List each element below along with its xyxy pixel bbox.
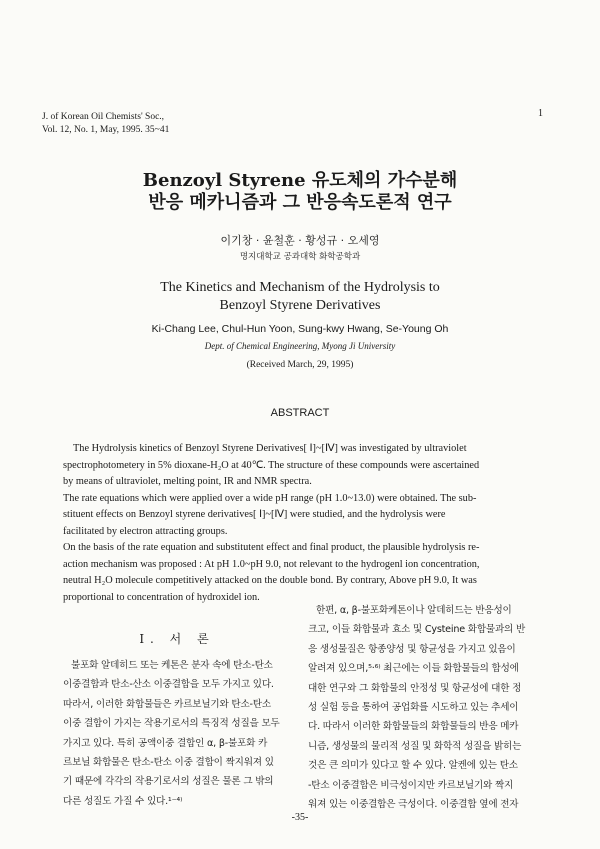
abstract-line: by means of ultraviolet, melting point, IR and NMR spectra. — [63, 476, 312, 487]
body-line: 르보닐 화합물은 탄소-탄소 이중 결합이 짝지워져 있 — [63, 757, 274, 769]
body-line: 니즘, 생성물의 물리적 성질 및 화학적 성질을 밝히는 — [308, 740, 522, 752]
english-affiliation: Dept. of Chemical Engineering, Myong Ji University — [204, 341, 396, 351]
abstract-heading: ABSTRACT — [270, 407, 330, 419]
english-authors: Ki-Chang Lee, Chul-Hun Yoon, Sung-kwy Hwang, Se-Young Oh — [151, 323, 449, 335]
korean-authors: 이기창 · 윤철훈 · 황성규 · 오세영 — [220, 234, 380, 247]
body-line: 불포화 알데히드 또는 케톤은 분자 속에 탄소-탄소 — [71, 660, 273, 671]
page-number-top: 1 — [538, 108, 543, 119]
body-line: 워져 있는 이중결합은 극성이다. 이중결합 옆에 전자 — [308, 799, 519, 811]
abstract-line: spectrophotometery in 5% dioxane-H₂O at 40℃. The structure of these compounds were ascertained — [63, 459, 480, 471]
abstract-line: The Hydrolysis kinetics of Benzoyl Styrene Derivatives[ Ⅰ]~[Ⅳ] was investigated by ultraviolet — [73, 443, 467, 454]
abstract-line: action mechanism was proposed : At pH 1.0~pH 9.0, not relevant to the hydrogenl ion concentration, — [63, 558, 480, 570]
abstract-body — [63, 441, 543, 606]
left-column-body — [63, 656, 291, 811]
english-title-line1: The Kinetics and Mechanism of the Hydrolysis to — [160, 280, 440, 295]
body-line: 대한 연구와 그 화합물의 안정성 및 항균성에 대한 정 — [308, 682, 522, 694]
section-heading-introduction: Ⅰ. 서 론 — [139, 632, 215, 646]
received-date: (Received March, 29, 1995) — [246, 360, 354, 370]
abstract-line: neutral H₂O molecule competitively attacked on the double bond. By contrary, Above pH 9.0, It was — [63, 575, 477, 586]
body-line: 다른 성질도 가질 수 있다.¹⁻⁴⁾ — [63, 795, 183, 807]
body-line: 성 실험 등을 통하여 공업화를 시도하고 있는 추세이 — [308, 702, 519, 714]
body-line: 이중 결합이 가지는 작용기로서의 특징적 성질을 모두 — [63, 718, 280, 730]
body-line: 따라서, 이러한 화합물들은 카르보닐기와 탄소-탄소 — [63, 698, 271, 710]
journal-citation — [42, 111, 169, 137]
abstract-line: facilitated by electron attracting groups. — [63, 525, 228, 537]
body-line: 응 생성물질은 항종양성 및 항균성을 가지고 있음이 — [308, 643, 516, 655]
body-line: 한편, α, β-불포화케톤이나 알데히드는 반응성이 — [316, 605, 512, 616]
right-column-body — [308, 601, 540, 814]
abstract-line: stituent effects on Benzoyl styrene derivatives[ Ⅰ]~[Ⅳ] were studied, and the hydrolysis were — [63, 509, 446, 520]
journal-citation-line2: Vol. 12, No. 1, May, 1995. 35~41 — [42, 125, 170, 135]
body-line: 크고, 이들 화합물과 효소 및 Cysteine 화합물과의 반 — [308, 624, 526, 636]
body-line: 기 때문에 각각의 작용기로서의 성질은 물론 그 밖의 — [63, 776, 274, 788]
body-line: -탄소 이중결합은 비극성이지만 카르보닐기와 짝지 — [308, 779, 514, 791]
body-line: 가지고 있다. 특히 공액이중 결합인 α, β-불포화 카 — [63, 737, 268, 749]
journal-citation-line1: J. of Korean Oil Chemists' Soc., — [42, 112, 165, 122]
abstract-line: proportional to concentration of hydroxidel ion. — [63, 591, 260, 603]
body-line: 이중결합과 탄소-산소 이중결합을 모두 가지고 있다. — [63, 679, 274, 691]
korean-affiliation: 명지대학교 공과대학 화학공학과 — [239, 252, 361, 262]
abstract-line: On the basis of the rate equation and substitutent effect and final product, the plausible hydrolysis re- — [63, 542, 480, 553]
body-line: 것은 큰 의미가 있다고 할 수 있다. 알켄에 있는 탄소 — [308, 760, 518, 772]
body-line: 알려져 있으며,⁵·⁶⁾ 최근에는 이들 화합물들의 합성에 — [308, 663, 519, 675]
english-title — [0, 279, 600, 315]
korean-title — [0, 170, 600, 214]
english-title-line2: Benzoyl Styrene Derivatives — [219, 298, 381, 313]
body-line: 다. 따라서 이러한 화합물들의 화합물들의 반응 메카 — [308, 721, 519, 733]
page-number-footer: -35- — [291, 812, 309, 823]
korean-title-line1: Benzoyl Styrene 유도체의 가수분해 — [142, 170, 458, 191]
abstract-line: The rate equations which were applied over a wide pH range (pH 1.0~13.0) were obtained. The sub- — [63, 492, 477, 504]
korean-title-line2: 반응 메카니즘과 그 반응속도론적 연구 — [148, 192, 452, 213]
